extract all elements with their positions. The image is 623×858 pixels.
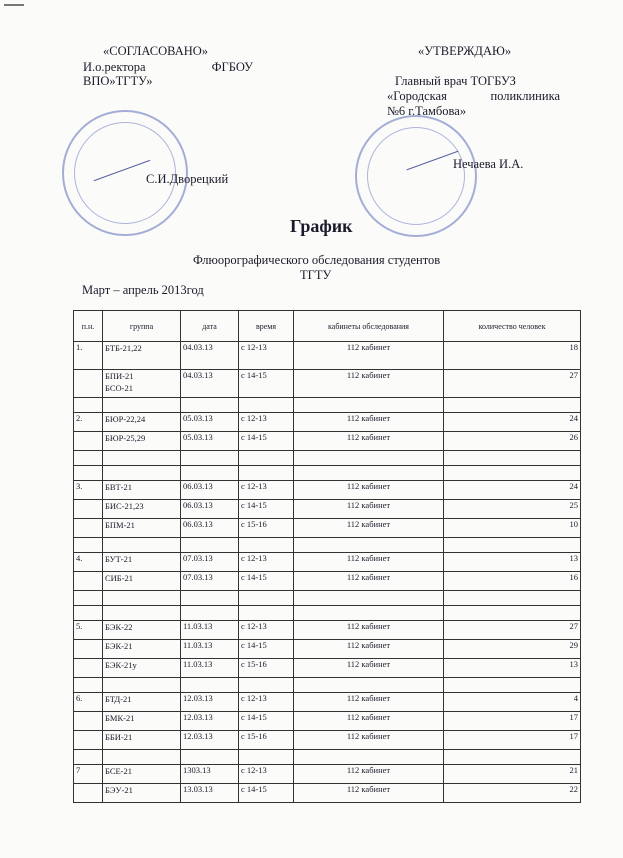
cell-num: 7 — [74, 765, 103, 784]
table-row — [74, 640, 581, 659]
header-room: кабинеты обследования — [294, 311, 444, 342]
cell-room: 112 кабинет — [294, 519, 444, 538]
cell-room: 112 кабинет — [294, 342, 444, 370]
cell-date: 12.03.13 — [181, 731, 239, 750]
right-seal — [355, 115, 477, 237]
cell-time: с 14-15 — [239, 432, 294, 451]
table-cell-empty — [294, 466, 444, 481]
cell-time: с 14-15 — [239, 500, 294, 519]
cell-room: 112 кабинет — [294, 572, 444, 591]
document-subtitle-org: ТГТУ — [300, 268, 332, 282]
table-row — [74, 370, 581, 398]
table-blank-row — [74, 678, 581, 693]
table-blank-row — [74, 398, 581, 413]
cell-num — [74, 659, 103, 678]
cell-date: 07.03.13 — [181, 553, 239, 572]
table-cell-empty — [103, 591, 181, 606]
cell-count: 25 — [444, 500, 581, 519]
table-cell-empty — [103, 398, 181, 413]
header-num: п.н. — [74, 311, 103, 342]
table-blank-row — [74, 538, 581, 553]
cell-time: с 12-13 — [239, 621, 294, 640]
cell-num: 5. — [74, 621, 103, 640]
cell-num — [74, 640, 103, 659]
cell-date: 06.03.13 — [181, 519, 239, 538]
table-row — [74, 784, 581, 803]
table-cell-empty — [444, 466, 581, 481]
cell-time: с 12-13 — [239, 342, 294, 370]
cell-group: БУТ-21 — [103, 553, 181, 572]
table-cell-empty — [294, 451, 444, 466]
cell-group-line: БПИ-21 — [105, 371, 134, 381]
cell-count: 27 — [444, 621, 581, 640]
table-row — [74, 572, 581, 591]
cell-group: ББИ-21 — [103, 731, 181, 750]
cell-num: 3. — [74, 481, 103, 500]
cell-time: с 12-13 — [239, 553, 294, 572]
cell-room: 112 кабинет — [294, 413, 444, 432]
table-cell-empty — [239, 591, 294, 606]
cell-room: 112 кабинет — [294, 659, 444, 678]
table-cell-empty — [294, 750, 444, 765]
cell-time: с 14-15 — [239, 370, 294, 398]
table-cell-empty — [74, 606, 103, 621]
cell-date: 11.03.13 — [181, 659, 239, 678]
table-cell-empty — [444, 606, 581, 621]
table-row — [74, 712, 581, 731]
cell-group — [103, 370, 181, 398]
cell-count: 13 — [444, 553, 581, 572]
cell-group-line: БСО-21 — [105, 383, 133, 393]
table-cell-empty — [181, 606, 239, 621]
cell-count: 24 — [444, 481, 581, 500]
cell-num: 2. — [74, 413, 103, 432]
cell-num — [74, 432, 103, 451]
table-cell-empty — [74, 678, 103, 693]
table-cell-empty — [294, 591, 444, 606]
approval-left-line2: ВПО»ТГТУ» — [83, 74, 153, 88]
cell-group: БТД-21 — [103, 693, 181, 712]
table-cell-empty — [239, 466, 294, 481]
cell-date: 11.03.13 — [181, 621, 239, 640]
cell-room: 112 кабинет — [294, 693, 444, 712]
cell-time: с 15-16 — [239, 659, 294, 678]
table-row — [74, 519, 581, 538]
table-cell-empty — [103, 466, 181, 481]
table-row — [74, 693, 581, 712]
cell-num — [74, 370, 103, 398]
cell-date: 11.03.13 — [181, 640, 239, 659]
table-cell-empty — [74, 451, 103, 466]
table-cell-empty — [239, 538, 294, 553]
cell-date: 13.03.13 — [181, 784, 239, 803]
table-row — [74, 765, 581, 784]
approval-left-heading: «СОГЛАСОВАНО» — [103, 44, 209, 58]
approval-right-heading: «УТВЕРЖДАЮ» — [418, 44, 512, 58]
cell-num — [74, 500, 103, 519]
cell-group: БЮР-25,29 — [103, 432, 181, 451]
cell-time: с 12-13 — [239, 481, 294, 500]
cell-date: 1303.13 — [181, 765, 239, 784]
table-cell-empty — [181, 398, 239, 413]
table-cell-empty — [181, 678, 239, 693]
table-cell-empty — [294, 678, 444, 693]
cell-time: с 12-13 — [239, 765, 294, 784]
cell-room: 112 кабинет — [294, 784, 444, 803]
cell-date: 04.03.13 — [181, 342, 239, 370]
table-blank-row — [74, 466, 581, 481]
cell-room: 112 кабинет — [294, 432, 444, 451]
scan-mark — [4, 4, 24, 6]
cell-room: 112 кабинет — [294, 481, 444, 500]
table-cell-empty — [103, 451, 181, 466]
cell-count: 26 — [444, 432, 581, 451]
cell-group: БТБ-21,22 — [103, 342, 181, 370]
cell-group: БСЕ-21 — [103, 765, 181, 784]
cell-num — [74, 784, 103, 803]
table-cell-empty — [181, 538, 239, 553]
table-cell-empty — [74, 538, 103, 553]
table-row — [74, 553, 581, 572]
cell-count: 17 — [444, 731, 581, 750]
cell-time: с 12-13 — [239, 693, 294, 712]
cell-group: БЭК-22 — [103, 621, 181, 640]
cell-count: 24 — [444, 413, 581, 432]
cell-num — [74, 712, 103, 731]
cell-date: 12.03.13 — [181, 693, 239, 712]
table-row — [74, 481, 581, 500]
approval-right-signature: Нечаева И.А. — [453, 157, 524, 171]
table-cell-empty — [239, 398, 294, 413]
cell-time: с 14-15 — [239, 640, 294, 659]
table-cell-empty — [74, 466, 103, 481]
table-blank-row — [74, 606, 581, 621]
cell-room: 112 кабинет — [294, 731, 444, 750]
table-cell-empty — [294, 398, 444, 413]
table-cell-empty — [181, 466, 239, 481]
table-row — [74, 621, 581, 640]
cell-room: 112 кабинет — [294, 765, 444, 784]
table-cell-empty — [74, 750, 103, 765]
table-cell-empty — [444, 678, 581, 693]
table-cell-empty — [103, 606, 181, 621]
header-count: количество человек — [444, 311, 581, 342]
table-body — [74, 342, 581, 803]
table-cell-empty — [444, 451, 581, 466]
cell-num — [74, 572, 103, 591]
cell-group: БИС-21,23 — [103, 500, 181, 519]
cell-time: с 12-13 — [239, 413, 294, 432]
table-row — [74, 500, 581, 519]
cell-count: 17 — [444, 712, 581, 731]
table-row — [74, 731, 581, 750]
table-row — [74, 342, 581, 370]
header-date: дата — [181, 311, 239, 342]
cell-time: с 15-16 — [239, 731, 294, 750]
table-cell-empty — [74, 398, 103, 413]
table-cell-empty — [444, 538, 581, 553]
cell-count: 27 — [444, 370, 581, 398]
table-blank-row — [74, 591, 581, 606]
cell-room: 112 кабинет — [294, 621, 444, 640]
table-cell-empty — [181, 451, 239, 466]
table-row — [74, 432, 581, 451]
document-title: График — [290, 216, 353, 236]
cell-date: 07.03.13 — [181, 572, 239, 591]
cell-group: БПМ-21 — [103, 519, 181, 538]
cell-group: СИБ-21 — [103, 572, 181, 591]
approval-left-line1: И.о.ректора ФГБОУ — [83, 60, 253, 74]
cell-group: БМК-21 — [103, 712, 181, 731]
cell-group: БЭК-21 — [103, 640, 181, 659]
cell-group: БЭУ-21 — [103, 784, 181, 803]
cell-date: 12.03.13 — [181, 712, 239, 731]
table-cell-empty — [239, 678, 294, 693]
cell-time: с 14-15 — [239, 784, 294, 803]
approval-right-line1: Главный врач ТОГБУЗ — [395, 74, 516, 88]
table-blank-row — [74, 750, 581, 765]
table-blank-row — [74, 451, 581, 466]
cell-group: БВТ-21 — [103, 481, 181, 500]
table-header-row — [74, 311, 581, 342]
cell-num: 4. — [74, 553, 103, 572]
cell-count: 18 — [444, 342, 581, 370]
table-row — [74, 413, 581, 432]
table-cell-empty — [103, 750, 181, 765]
table-cell-empty — [239, 451, 294, 466]
table-cell-empty — [444, 591, 581, 606]
approval-right-line2: «Городская поликлиника — [387, 89, 560, 103]
cell-num — [74, 519, 103, 538]
table-cell-empty — [239, 606, 294, 621]
approval-left-signature: С.И.Дворецкий — [146, 172, 229, 186]
cell-date: 05.03.13 — [181, 432, 239, 451]
table-cell-empty — [444, 750, 581, 765]
cell-num: 1. — [74, 342, 103, 370]
table-cell-empty — [103, 538, 181, 553]
cell-group: БЭК-21у — [103, 659, 181, 678]
cell-time: с 14-15 — [239, 572, 294, 591]
cell-date: 05.03.13 — [181, 413, 239, 432]
cell-date: 06.03.13 — [181, 481, 239, 500]
cell-room: 112 кабинет — [294, 500, 444, 519]
header-time: время — [239, 311, 294, 342]
cell-room: 112 кабинет — [294, 370, 444, 398]
header-group: группа — [103, 311, 181, 342]
cell-count: 13 — [444, 659, 581, 678]
schedule-table — [73, 310, 581, 803]
table-cell-empty — [294, 606, 444, 621]
cell-count: 22 — [444, 784, 581, 803]
cell-count: 29 — [444, 640, 581, 659]
table-cell-empty — [444, 398, 581, 413]
cell-room: 112 кабинет — [294, 712, 444, 731]
table-cell-empty — [74, 591, 103, 606]
document-subtitle: Флюорографического обследования студентов — [193, 253, 441, 267]
cell-room: 112 кабинет — [294, 640, 444, 659]
cell-room: 112 кабинет — [294, 553, 444, 572]
cell-num: 6. — [74, 693, 103, 712]
table-cell-empty — [294, 538, 444, 553]
table-cell-empty — [181, 750, 239, 765]
cell-count: 21 — [444, 765, 581, 784]
cell-date: 04.03.13 — [181, 370, 239, 398]
table-row — [74, 659, 581, 678]
cell-count: 4 — [444, 693, 581, 712]
period-label: Март – апрель 2013год — [82, 283, 204, 297]
cell-count: 10 — [444, 519, 581, 538]
cell-count: 16 — [444, 572, 581, 591]
approval-right-line3: №6 г.Тамбова» — [387, 104, 467, 118]
table-cell-empty — [103, 678, 181, 693]
table-cell-empty — [181, 591, 239, 606]
table-cell-empty — [239, 750, 294, 765]
cell-time: с 14-15 — [239, 712, 294, 731]
cell-time: с 15-16 — [239, 519, 294, 538]
cell-num — [74, 731, 103, 750]
cell-date: 06.03.13 — [181, 500, 239, 519]
cell-group: БЮР-22,24 — [103, 413, 181, 432]
